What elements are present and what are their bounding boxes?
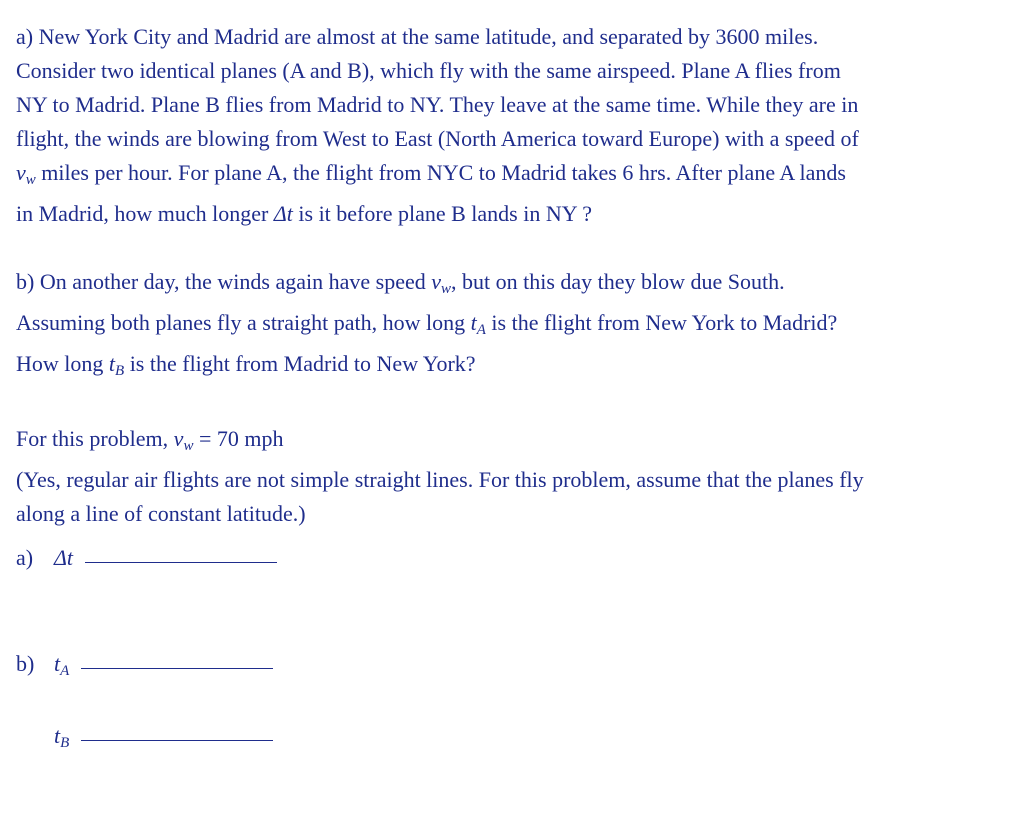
- given-paragraph: [16, 422, 1016, 531]
- delta-t-symbol: Δt: [273, 201, 293, 226]
- answer-b-ta-blank[interactable]: [81, 667, 273, 669]
- part-b-line-2: [16, 306, 1016, 347]
- wind-speed-subscript: w: [440, 281, 451, 297]
- t-b-subscript: B: [60, 735, 70, 751]
- given-line-3: along a line of constant latitude.): [16, 501, 306, 526]
- part-a-line-5: [16, 156, 1016, 197]
- answer-b-tb-blank[interactable]: [81, 739, 273, 741]
- part-a-line-6-post: is it before plane B lands in NY ?: [292, 201, 593, 226]
- answer-b-tb-variable: [54, 723, 69, 752]
- t-a-symbol: t: [470, 310, 477, 335]
- answer-a-blank[interactable]: [85, 561, 277, 563]
- part-a-line-4: flight, the winds are blowing from West to East (North America toward Europe) with a speed of: [16, 126, 859, 151]
- part-b-line-2-post: is the flight from New York to Madrid?: [485, 310, 838, 335]
- part-a-paragraph: [16, 20, 1016, 231]
- t-b-subscript: B: [115, 363, 125, 379]
- answer-a-row: [16, 545, 277, 571]
- part-b-line-1-pre: b) On another day, the winds again have speed: [16, 269, 432, 294]
- part-a-line-3: NY to Madrid. Plane B flies from Madrid to NY. They leave at the same time. While they are in: [16, 92, 859, 117]
- t-a-subscript: A: [60, 663, 70, 679]
- part-b-line-3-pre: How long: [16, 351, 109, 376]
- part-b-paragraph: [16, 265, 1016, 388]
- answer-a-label: a): [16, 545, 34, 570]
- part-b-line-1: [16, 265, 1016, 306]
- wind-speed-subscript: w: [183, 438, 194, 454]
- t-a-symbol: t: [54, 651, 61, 676]
- given-line-1: [16, 422, 1016, 463]
- answer-b-label: b): [16, 651, 35, 676]
- part-a-line-5-text: miles per hour. For plane A, the flight from NYC to Madrid takes 6 hrs. After plane A lands: [35, 160, 846, 185]
- answer-b-ta-variable: [54, 651, 69, 680]
- part-b-line-3: [16, 347, 1016, 388]
- part-b-line-2-pre: Assuming both planes fly a straight path, how long: [16, 310, 471, 335]
- wind-speed-symbol: v: [16, 160, 26, 185]
- problem-text: [16, 20, 1016, 531]
- t-b-symbol: t: [54, 723, 61, 748]
- t-b-symbol: t: [108, 351, 116, 376]
- given-line-1-post: = 70 mph: [193, 426, 284, 451]
- t-a-subscript: A: [476, 322, 486, 338]
- part-b-line-3-post: is the flight from Madrid to New York?: [124, 351, 476, 376]
- part-a-line-1: a) New York City and Madrid are almost at the same latitude, and separated by 3600 miles.: [16, 24, 819, 49]
- wind-speed-symbol: v: [173, 426, 184, 451]
- answer-b-tb-row: [16, 723, 273, 752]
- wind-speed-subscript: w: [25, 172, 36, 188]
- part-b-line-1-post: , but on this day they blow due South.: [451, 269, 785, 294]
- part-a-line-6: [16, 197, 1016, 231]
- wind-speed-symbol: v: [431, 269, 441, 294]
- answer-b-ta-row: [16, 651, 273, 680]
- part-a-line-2: Consider two identical planes (A and B), which fly with the same airspeed. Plane A flies from: [16, 58, 841, 83]
- part-a-line-6-pre: in Madrid, how much longer: [16, 201, 274, 226]
- answer-a-variable: Δt: [54, 545, 74, 570]
- given-line-1-pre: For this problem,: [16, 426, 174, 451]
- given-line-2: (Yes, regular air flights are not simple straight lines. For this problem, assume that the planes fly: [16, 467, 864, 492]
